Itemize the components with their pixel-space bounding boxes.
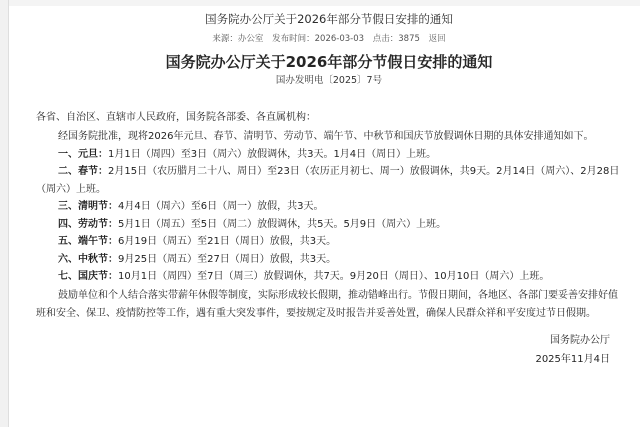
holiday-text: 9月25日（周五）至27日（周日）放假，共3天。 <box>118 253 337 265</box>
holiday-item-national-day <box>36 268 622 286</box>
article-meta <box>44 32 614 46</box>
published-label: 发布时间： <box>272 34 315 44</box>
holiday-text: 5月1日（周五）至5日（周二）放假调休，共5天。5月9日（周六）上班。 <box>118 218 447 230</box>
document-title: 国务院办公厅关于2026年部分节假日安排的通知 <box>165 53 493 71</box>
clicks-field <box>373 34 420 44</box>
document-intro: 经国务院批准，现将2026年元旦、春节、清明节、劳动节、端午节、中秋节和国庆节放假调休日期的具体安排通知如下。 <box>58 131 594 142</box>
holiday-item-new-year <box>36 146 622 164</box>
holiday-text: 2月15日（农历腊月二十八、周日）至23日（农历正月初七、周一）放假调休，共9天。2月14日（周六）、2月28日（周六）上班。 <box>36 166 620 195</box>
holiday-item-mid-autumn <box>36 251 622 269</box>
holiday-item-spring-festival <box>36 163 622 198</box>
holiday-text: 6月19日（周五）至21日（周日）放假，共3天。 <box>118 236 337 247</box>
source-field <box>212 34 263 44</box>
clicks-label: 点击： <box>372 34 399 44</box>
back-link[interactable]: 返回 <box>428 34 446 44</box>
holiday-label: 七、国庆节： <box>58 271 118 282</box>
holiday-label: 二、春节： <box>58 166 108 177</box>
document-signature: 国务院办公厅 <box>550 334 610 346</box>
document-date: 2025年11月4日 <box>535 353 610 365</box>
published-field <box>272 34 364 44</box>
holiday-label: 三、清明节： <box>58 201 118 212</box>
window-left-edge <box>0 0 9 427</box>
holiday-text: 4月4日（周六）至6日（周一）放假，共3天。 <box>118 201 324 212</box>
document-number: 国办发明电〔2025〕7号 <box>275 75 383 86</box>
holiday-label: 四、劳动节： <box>58 218 118 230</box>
page-header-title: 国务院办公厅关于2026年部分节假日安排的通知 <box>205 12 453 26</box>
holiday-label: 六、中秋节： <box>58 253 118 265</box>
holiday-item-qingming <box>36 198 622 216</box>
clicks-value: 3875 <box>398 34 420 44</box>
holiday-label: 五、端午节： <box>58 236 118 247</box>
article <box>36 8 620 418</box>
holiday-label: 一、元旦： <box>58 148 108 160</box>
source-value: 办公室 <box>237 34 264 44</box>
holiday-text: 1月1日（周四）至3日（周六）放假调休，共3天。1月4日（周日）上班。 <box>108 148 437 160</box>
holiday-item-labor-day <box>36 216 622 234</box>
source-label: 来源： <box>212 34 238 44</box>
document-addressee: 各省、自治区、直辖市人民政府，国务院各部委、各直属机构： <box>36 112 316 123</box>
holiday-item-dragon-boat <box>36 233 622 251</box>
holiday-text: 10月1日（周四）至7日（周三）放假调休，共7天。9月20日（周日）、10月10日（周六）上班。 <box>118 271 550 282</box>
window-top-edge <box>0 0 640 6</box>
document-closing: 鼓励单位和个人结合落实带薪年休假等制度，实际形成较长假期，推动错峰出行。节假日期间，各地区、各部门要妥善安排好值班和安全、保卫、疫情防控等工作，遇有重大突发事件，要按规定及时报告并妥善处置，确保人民群众祥和平安度过节日假期。 <box>36 289 618 319</box>
published-value: 2026-03-03 <box>314 34 365 44</box>
